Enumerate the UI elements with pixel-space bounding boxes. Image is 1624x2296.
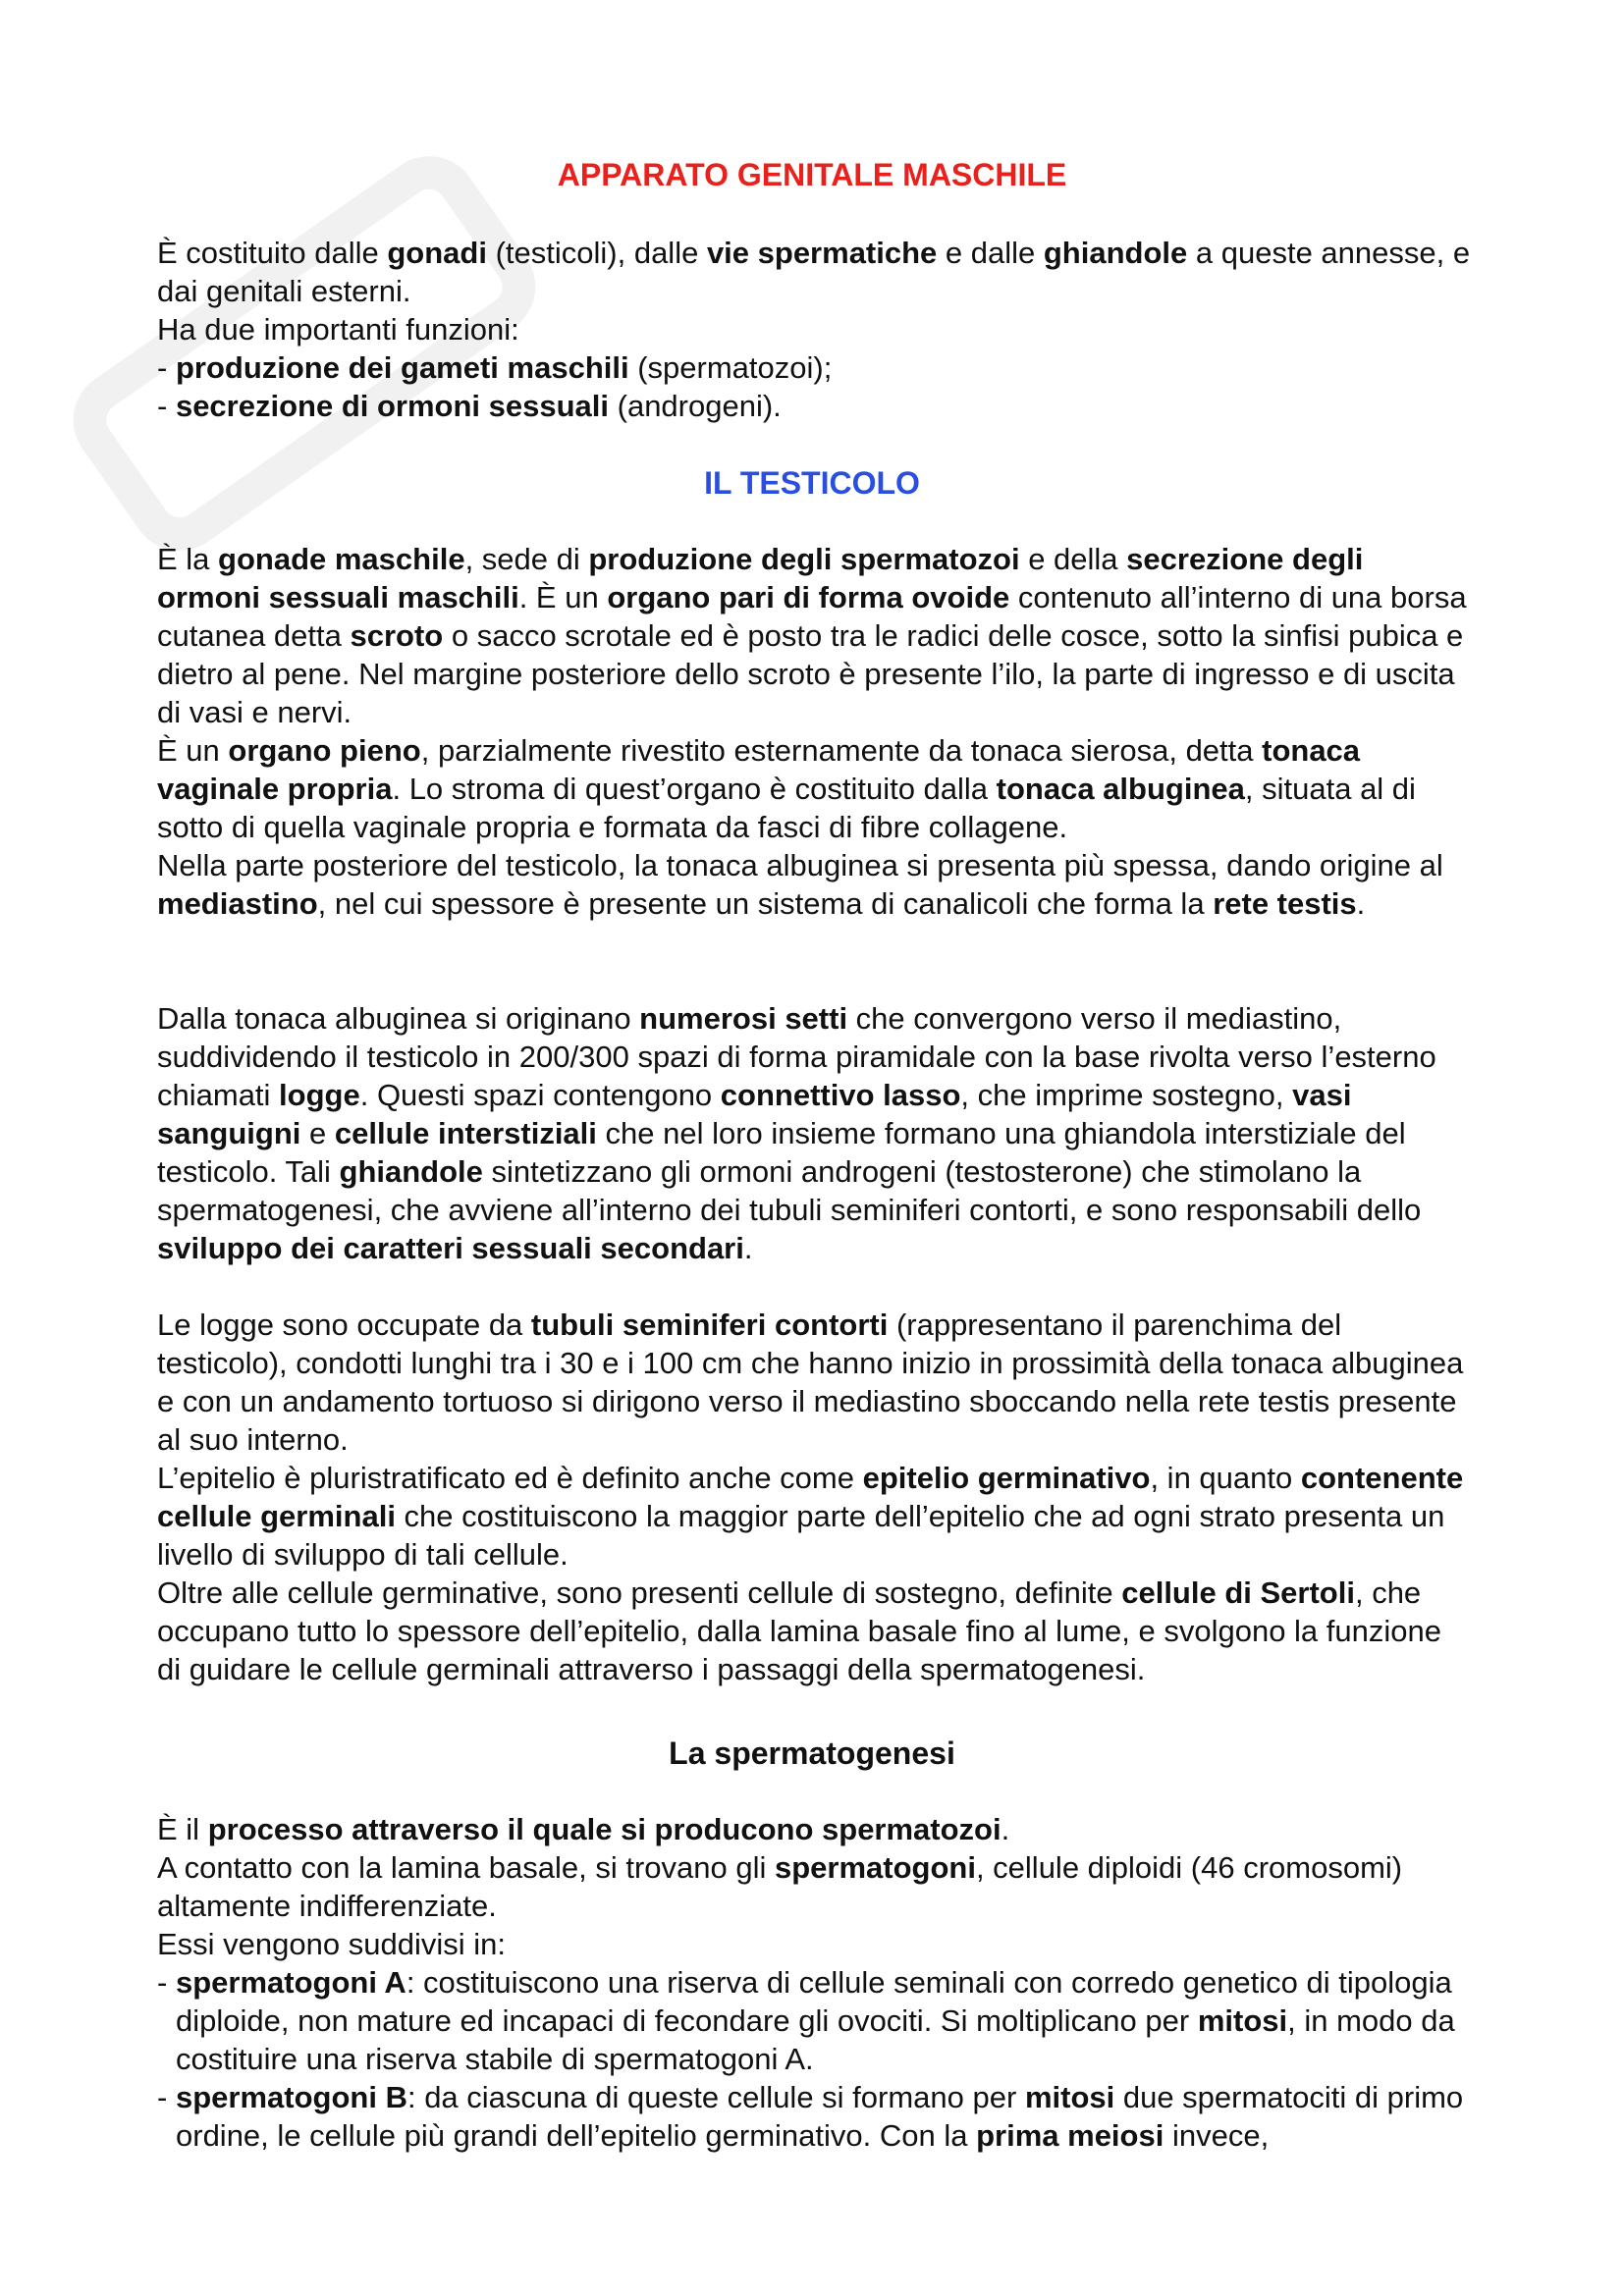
bold-term: contenente cellule germinali <box>157 1461 1464 1533</box>
text-run: , situata al di sotto di quella vaginale propria e formata da fasci di fibre collagene. <box>157 772 1416 844</box>
bold-term: mitosi <box>1024 2080 1115 2114</box>
text-run: (testicoli), dalle <box>486 236 707 270</box>
text-run: (spermatozoi); <box>628 350 833 385</box>
text-run: due spermatociti di primo ordine, le cellule più grandi dell’epitelio germinativo. Con la <box>176 2080 1464 2153</box>
logge-paragraph-block <box>157 999 1473 1267</box>
bold-term: vasi sanguigni <box>157 1078 1352 1150</box>
text-run: . <box>743 1231 753 1265</box>
paragraph <box>157 1574 1473 1688</box>
paragraph <box>157 540 1473 731</box>
bold-term: cellule interstiziali <box>334 1116 597 1150</box>
list-item-spermatogoni-b <box>157 2078 1473 2155</box>
text-run: e dalle <box>937 236 1044 270</box>
testicolo-section <box>157 540 1473 923</box>
bold-term: connettivo lasso <box>720 1078 961 1112</box>
text-run: (androgeni). <box>609 389 782 423</box>
bold-term: scroto <box>350 618 444 653</box>
text-run: , che imprime sostegno, <box>960 1078 1293 1112</box>
dash: - <box>157 1965 168 2000</box>
function-item <box>157 348 1473 387</box>
bold-term: tubuli seminiferi contorti <box>530 1308 889 1342</box>
bold-term: ghiandole <box>339 1154 483 1189</box>
paragraph <box>157 846 1473 923</box>
section-title-testicolo: IL TESTICOLO <box>704 465 920 501</box>
bold-term: produzione degli spermatozoi <box>588 542 1020 576</box>
intro-functions-label: Ha due importanti funzioni: <box>157 312 519 347</box>
text-run: , in quanto <box>1150 1461 1301 1495</box>
text-run: A contatto con la lamina basale, si trovano gli <box>157 1850 775 1885</box>
text-run: , cellule diploidi (46 cromosomi) altamente indifferenziate. <box>157 1850 1403 1923</box>
text-run: o sacco scrotale ed è posto tra le radici delle cosce, sotto la sinfisi pubica e dietro al pene. Nel margine posteriore dello scroto è presente l’ilo, la parte di ingresso e di uscita di vasi e nervi. <box>157 618 1464 729</box>
text-run: È costituito dalle <box>157 236 388 270</box>
text-run: , che occupano tutto lo spessore dell’epitelio, dalla lamina basale fino al lume, e svolgono la funzione di guidare le cellule germinali attraverso i passaggi della spermatogenesi. <box>157 1575 1441 1686</box>
paragraph <box>157 1848 1473 1925</box>
text-run: , in modo da costituire una riserva stabile di spermatogoni A. <box>176 2003 1455 2076</box>
bold-term: organo pari di forma ovoide <box>607 580 1010 614</box>
text-run: contenuto all’interno di una borsa cutanea detta <box>157 580 1467 653</box>
dash: - <box>157 389 168 423</box>
text-run: e <box>300 1116 335 1150</box>
bold-term: gonadi <box>387 236 487 270</box>
text-run: , sede di <box>464 542 589 576</box>
text-run: . <box>1001 1812 1010 1846</box>
text-run: Oltre alle cellule germinative, sono presenti cellule di sostegno, definite <box>157 1575 1122 1610</box>
tubuli-paragraph-block <box>157 1306 1473 1688</box>
text-run: che nel loro insieme formano una ghiandola interstiziale del testicolo. Tali <box>157 1116 1406 1189</box>
bold-term: sviluppo dei caratteri sessuali secondari <box>157 1231 744 1265</box>
bold-term: mitosi <box>1197 2003 1288 2038</box>
text-run: . <box>1356 886 1366 921</box>
text-run: e della <box>1019 542 1127 576</box>
text-run: sintetizzano gli ormoni androgeni (testosterone) che stimolano la spermatogenesi, che avviene all’interno dei tubuli seminiferi contorti, e sono responsabili dello <box>157 1154 1422 1227</box>
bold-term: mediastino <box>157 886 318 921</box>
bold-term: secrezione di ormoni sessuali <box>175 389 610 423</box>
bold-term: tonaca albuginea <box>996 772 1245 806</box>
text-run: . Lo stroma di quest’organo è costituito dalla <box>392 772 997 806</box>
bold-term: gonade maschile <box>218 542 465 576</box>
bold-term: produzione dei gameti maschili <box>175 350 629 385</box>
text-run: , nel cui spessore è presente un sistema di canalicoli che forma la <box>317 886 1214 921</box>
bold-term: numerosi setti <box>639 1001 848 1036</box>
text-run: . Questi spazi contengono <box>359 1078 721 1112</box>
dash: - <box>157 350 168 385</box>
bold-term: secrezione degli ormoni sessuali maschili <box>157 542 1364 614</box>
paragraph: Essi vengono suddivisi in: <box>157 1927 506 1961</box>
bold-term: cellule di Sertoli <box>1121 1575 1355 1610</box>
text-run: È il <box>157 1812 208 1846</box>
bold-term: ghiandole <box>1043 236 1188 270</box>
section-title-spermatogenesi: La spermatogenesi <box>669 1735 955 1771</box>
bold-term: processo attraverso il quale si producono spermatozoi <box>207 1812 1001 1846</box>
bold-term: organo pieno <box>228 733 421 768</box>
paragraph <box>157 731 1473 846</box>
list-item-spermatogoni-a <box>157 1963 1473 2078</box>
paragraph <box>157 999 1473 1267</box>
page-title: APPARATO GENITALE MASCHILE <box>557 157 1067 192</box>
dash: - <box>157 2080 168 2114</box>
text-run: . È un <box>518 580 608 614</box>
bold-term: tonaca vaginale propria <box>157 733 1361 806</box>
text-run: (rappresentano il parenchima del testicolo), condotti lunghi tra i 30 e i 100 cm che hanno inizio in prossimità della tonaca albuginea e con un andamento tortuoso si dirigono verso il mediastino sboccando nella rete testis presente al suo interno. <box>157 1308 1464 1457</box>
paragraph <box>157 1810 1473 1848</box>
paragraph <box>157 1459 1473 1574</box>
text-run: Le logge sono occupate da <box>157 1308 531 1342</box>
bold-term: spermatogoni <box>774 1850 976 1885</box>
text-run: Nella parte posteriore del testicolo, la tonaca albuginea si presenta più spessa, dando origine al <box>157 848 1443 882</box>
paragraph <box>157 1306 1473 1459</box>
text-run: : da ciascuna di queste cellule si formano per <box>406 2080 1025 2114</box>
text-run: L’epitelio è pluristratificato ed è definito anche come <box>157 1461 863 1495</box>
text-run: invece, <box>1164 2118 1270 2153</box>
bold-term: rete testis <box>1213 886 1357 921</box>
bold-term: prima meiosi <box>976 2118 1164 2153</box>
bold-term: logge <box>279 1078 360 1112</box>
bold-term: spermatogoni B <box>176 2080 407 2114</box>
intro-section <box>157 234 1473 425</box>
text-run: : costituiscono una riserva di cellule seminali con corredo genetico di tipologia diploide, non mature ed incapaci di fecondare gli ovociti. Si moltiplicano per <box>176 1965 1452 2038</box>
bold-term: epitelio germinativo <box>862 1461 1151 1495</box>
spermatogenesi-section <box>157 1810 1473 2155</box>
text-run: a queste annesse, e dai genitali esterni. <box>157 236 1471 308</box>
text-run: che convergono verso il mediastino, suddividendo il testicolo in 200/300 spazi di forma piramidale con la base rivolta verso l’esterno chiamati <box>157 1001 1436 1112</box>
bold-term: spermatogoni A <box>176 1965 406 2000</box>
text-run: È la <box>157 542 219 576</box>
text-run: che costituiscono la maggior parte dell’epitelio che ad ogni strato presenta un livello di sviluppo di tali cellule. <box>157 1499 1445 1572</box>
text-run: È un <box>157 733 229 768</box>
text-run: , parzialmente rivestito esternamente da tonaca sierosa, detta <box>420 733 1263 768</box>
bold-term: vie spermatiche <box>706 236 938 270</box>
text-run: Dalla tonaca albuginea si originano <box>157 1001 640 1036</box>
intro-paragraph <box>157 234 1473 310</box>
function-item <box>157 387 1473 425</box>
